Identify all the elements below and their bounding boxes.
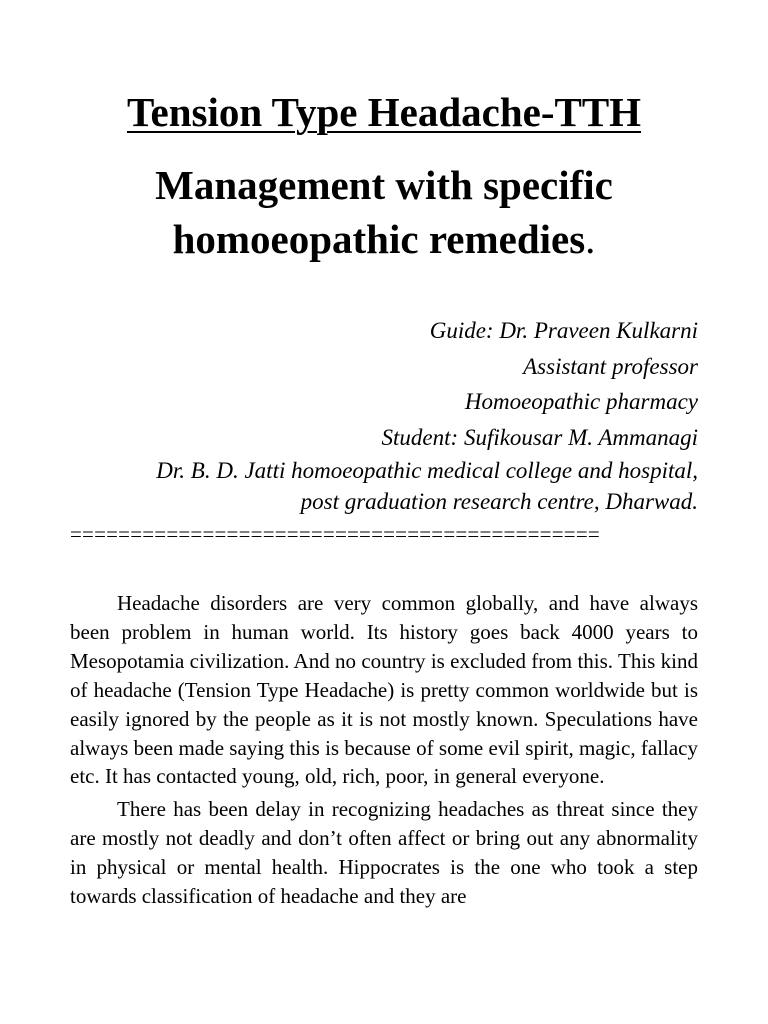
subtitle-line-1: Management with specific [155, 162, 613, 208]
institution-line-1: Dr. B. D. Jatti homoeopathic medical college and hospital, [156, 458, 698, 483]
paragraph-2: There has been delay in recognizing headaches as threat since they are mostly not deadly and don’t often affect or bring out any abnormality in physical or mental health. Hippocrates is the one who took a step towards classification of headache and they are [70, 797, 698, 909]
guide-position: Assistant professor [523, 353, 698, 379]
body-text [70, 589, 698, 915]
document-subtitle [70, 158, 698, 266]
document-title: Tension Type Headache-TTH [126, 89, 642, 135]
subtitle-line-2: homoeopathic remedies [172, 216, 586, 262]
paragraph-1: Headache disorders are very common globally, and have always been problem in human world. Its history goes back 4000 years to Mesopotamia civilization. And no country is excluded from this. This kind of headache (Tension Type Headache) is pretty common worldwide but is easily ignored by the people as it is not mostly known. Speculations have always been made saying this is because of some evil spirit, magic, fallacy etc. It has contacted young, old, rich, poor, in general everyone. [70, 591, 698, 789]
institution-line-2: post graduation research centre, Dharwad. [300, 489, 698, 514]
separator-line: ============================================ [70, 522, 600, 546]
subtitle-period: . [585, 216, 596, 262]
student-name: Student: Sufikousar M. Ammanagi [381, 424, 698, 450]
author-block [70, 313, 698, 517]
guide-name: Guide: Dr. Praveen Kulkarni [429, 318, 698, 343]
guide-department: Homoeopathic pharmacy [464, 389, 698, 414]
